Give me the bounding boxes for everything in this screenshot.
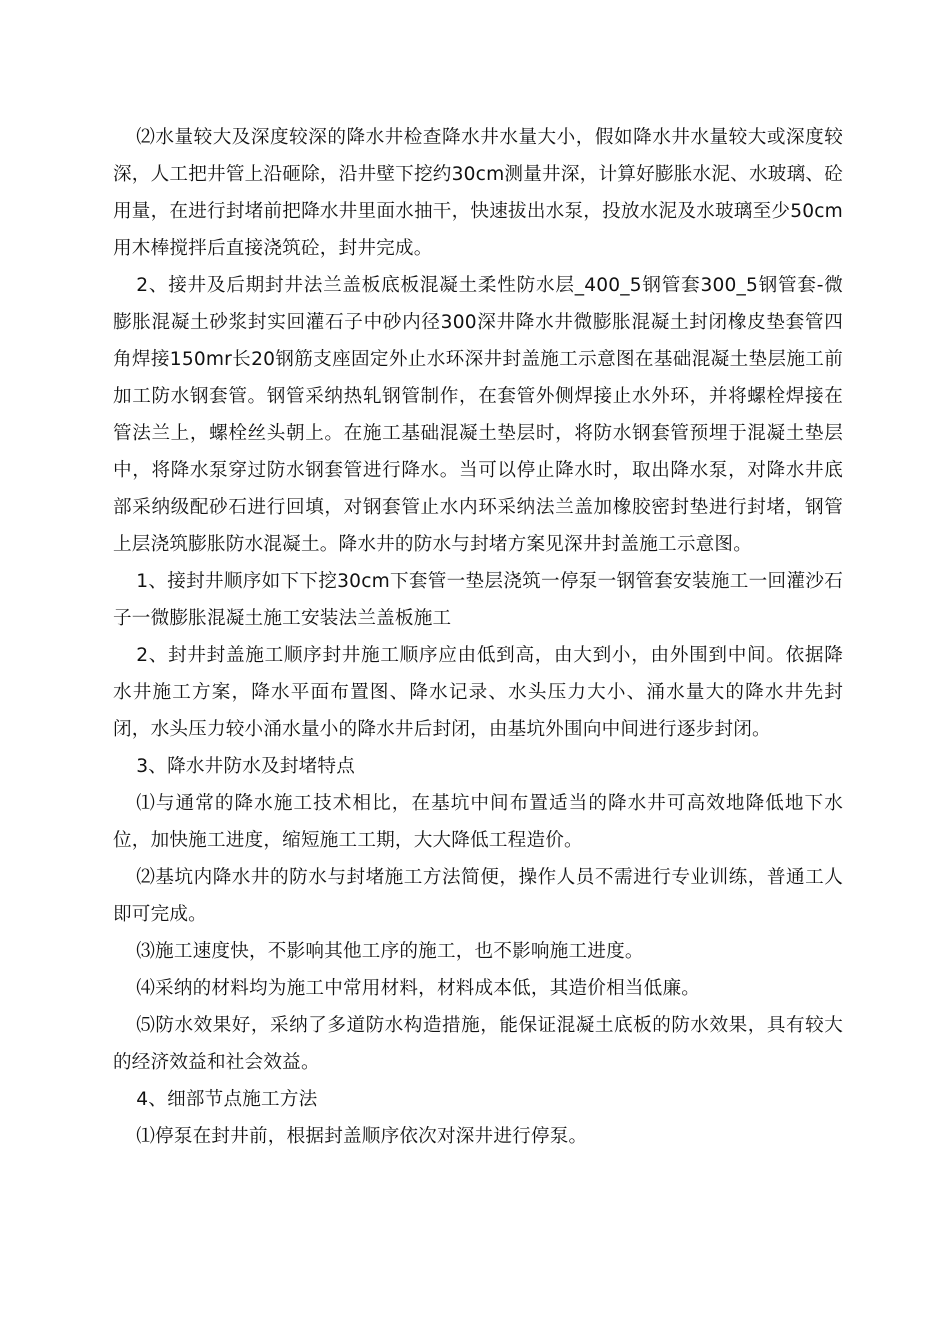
paragraph-feature-2: ⑵基坑内降水井的防水与封堵施工方法简便，操作人员不需进行专业训练，普通工人即可完成。 <box>113 867 843 925</box>
paragraph-large-well-inspection: ⑵水量较大及深度较深的降水井检查降水井水量大小，假如降水井水量较大或深度较深，人工把井管上沿砸除，沿井壁下挖约30cm测量井深，计算好膨胀水泥、水玻璃、砼用量，在进行封堵前把降水井里面水抽干，快速拔出水泵，投放水泥及水玻璃至少50cm用木棒搅拌后直接浇筑砼，封井完成。 <box>113 127 843 259</box>
paragraph-sealing-sequence: 1、接封井顺序如下下挖30cm下套管一垫层浇筑一停泵一钢管套安装施工一回灌沙石子一微膨胀混凝土施工安装法兰盖板施工 <box>113 571 843 629</box>
paragraph-feature-1: ⑴与通常的降水施工技术相比，在基坑中间布置适当的降水井可高效地降低地下水位，加快施工进度，缩短施工工期，大大降低工程造价。 <box>113 793 843 851</box>
paragraph-feature-5: ⑸防水效果好，采纳了多道防水构造措施，能保证混凝土底板的防水效果，具有较大的经济效益和社会效益。 <box>113 1015 843 1073</box>
paragraph-feature-4: ⑷采纳的材料均为施工中常用材料，材料成本低，其造价相当低廉。 <box>136 978 701 999</box>
paragraph-stop-pump: ⑴停泵在封井前，根据封盖顺序依次对深井进行停泵。 <box>136 1126 588 1147</box>
paragraph-well-sealing-flange: 2、接井及后期封井法兰盖板底板混凝土柔性防水层_400_5钢管套300_5钢管套-微膨胀混凝土砂浆封实回灌石子中砂内径300深井降水井微膨胀混凝土封闭橡皮垫套管四角焊接150mr长20钢筋支座固定外止水环深井封盖施工示意图在基础混凝土垫层施工前加工防水钢套管。钢管采纳热轧钢管制作，在套管外侧焊接止水外环，并将螺栓焊接在管法兰上，螺栓丝头朝上。在施工基础混凝土垫层时，将防水钢套管预埋于混凝土垫层中，将降水泵穿过防水钢套管进行降水。当可以停止降水时，取出降水泵，对降水井底部采纳级配砂石进行回填，对钢套管止水内环采纳法兰盖加橡胶密封垫进行封堵，钢管上层浇筑膨胀防水混凝土。降水井的防水与封堵方案见深井封盖施工示意图。 <box>113 275 843 555</box>
section-heading-detail-methods: 4、细部节点施工方法 <box>136 1089 318 1110</box>
section-heading-features: 3、降水井防水及封堵特点 <box>136 756 356 777</box>
paragraph-sealing-order: 2、封井封盖施工顺序封井施工顺序应由低到高，由大到小，由外围到中间。依据降水井施工方案，降水平面布置图、降水记录、水头压力大小、涌水量大的降水井先封闭，水头压力较小涌水量小的降水井后封闭，由基坑外围向中间进行逐步封闭。 <box>113 645 843 740</box>
document-body <box>113 119 843 1155</box>
paragraph-feature-3: ⑶施工速度快，不影响其他工序的施工，也不影响施工进度。 <box>136 941 644 962</box>
